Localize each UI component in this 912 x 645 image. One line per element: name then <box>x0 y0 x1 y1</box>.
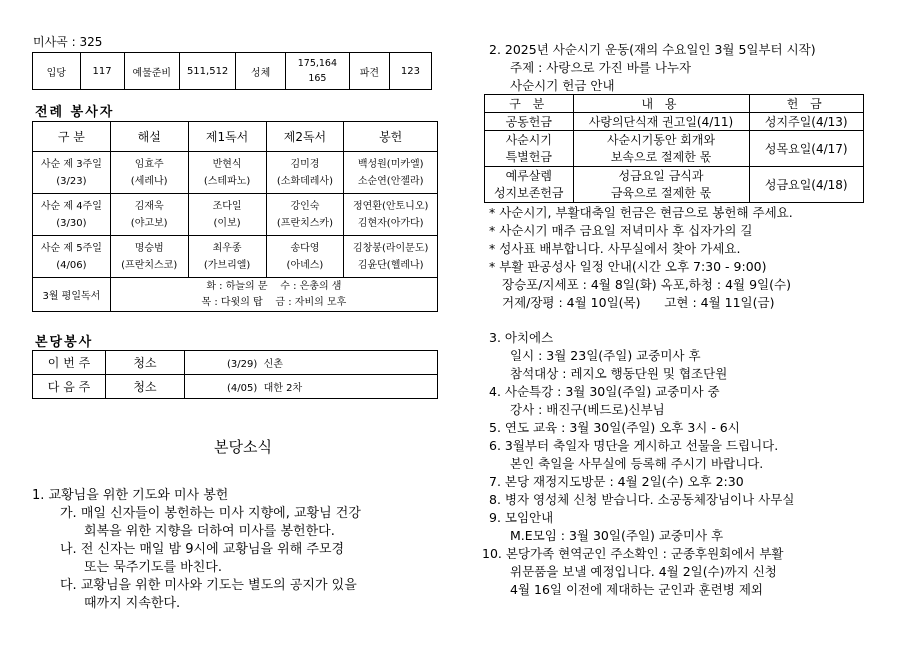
stat-label: 예물준비 <box>124 53 179 90</box>
cleaning-week: 이 번 주 <box>33 351 106 375</box>
cleaning-table <box>32 350 438 399</box>
reader-name: 명승범 <box>134 242 164 254</box>
stat-value: 511,512 <box>179 53 235 90</box>
offering-name: 김현자(아가다) <box>357 217 424 229</box>
offering-date: 성금요일(4/18) <box>749 167 863 203</box>
news-title: 본당소식 <box>214 438 272 456</box>
offering-content: 사순시기동안 회개와 보속으로 절제한 몫 <box>573 131 749 167</box>
column-header: 헌 금 <box>749 95 863 113</box>
news-item: 3. 아치에스 <box>489 330 554 345</box>
offering-name: 백성원(미카엘) <box>357 158 424 170</box>
reader-name: 최우종 <box>212 242 242 254</box>
weekday-reading-line: 화 : 하늘의 문 수 : 은총의 샘 <box>206 280 342 292</box>
stat-label: 입당 <box>33 53 81 90</box>
offering-name: 소순연(안젤라) <box>357 175 424 187</box>
table-row <box>485 113 864 131</box>
offering-name: 김윤단(헬레나) <box>357 259 424 271</box>
news-item: 10. 본당가족 현역군인 주소확인 : 군종후원회에서 부활 <box>482 546 784 561</box>
offering-kind: 공동헌금 <box>485 113 574 131</box>
lent-campaign-theme: 주제 : 사랑으로 가진 바를 나누자 <box>510 60 692 75</box>
week-label: 사순 제 5주일 <box>40 242 102 254</box>
note-item: * 성사표 배부합니다. 사무실에서 찾아 가세요. <box>489 241 741 256</box>
column-header: 제1독서 <box>188 122 266 152</box>
news-item: 회복을 위한 지향을 더하여 미사를 봉헌한다. <box>84 524 335 539</box>
news-item: 나. 전 신자는 매일 밤 9시에 교황님을 위해 주모경 <box>60 542 345 557</box>
reader-baptismal: (야고보) <box>130 217 168 229</box>
table-row <box>33 236 438 278</box>
news-item: 4월 16일 이전에 제대하는 군인과 훈련병 제외 <box>510 582 763 597</box>
table-row <box>33 351 438 375</box>
mass-hymn-label: 미사곡 : 325 <box>33 35 103 49</box>
liturgy-table <box>32 121 438 312</box>
news-item: 위문품을 보낼 예정입니다. 4월 2일(수)까지 신청 <box>510 564 777 579</box>
column-header: 봉헌 <box>344 122 438 152</box>
note-item: * 사순시기 매주 금요일 저녁미사 후 십자가의 길 <box>489 223 753 238</box>
stat-value: 117 <box>80 53 124 90</box>
news-item: 본인 축일을 사무실에 등록해 주시기 바랍니다. <box>510 456 764 471</box>
reader-name: 임효주 <box>134 158 164 170</box>
cleaning-task: 청소 <box>106 351 185 375</box>
offering-date: 성지주일(4/13) <box>749 113 863 131</box>
cleaning-title: 본당봉사 <box>35 335 94 350</box>
reader-baptismal: (소화데레사) <box>276 175 333 187</box>
week-label: 사순 제 4주일 <box>40 200 102 212</box>
stat-label: 성체 <box>236 53 286 90</box>
offering-content: 사랑의단식재 권고일(4/11) <box>573 113 749 131</box>
news-item: 6. 3월부터 축일자 명단을 게시하고 선물을 드립니다. <box>489 438 779 453</box>
news-item: 8. 병자 영성체 신청 받습니다. 소공동체장님이나 사무실 <box>489 492 795 507</box>
offering-kind: 사순시기 특별헌금 <box>485 131 574 167</box>
news-item: 참석대상 : 레지오 행동단원 및 협조단원 <box>510 366 728 381</box>
news-item: M.E모임 : 3월 30일(주일) 교중미사 후 <box>510 528 724 543</box>
liturgy-title: 전례 봉사자 <box>35 105 115 120</box>
offering-kind: 예루살렘 성지보존헌금 <box>485 167 574 203</box>
reader-name: 김재욱 <box>134 200 164 212</box>
offering-name: 정연환(안토니오) <box>352 200 429 212</box>
cleaning-week: 다 음 주 <box>33 375 106 399</box>
column-header: 내 용 <box>573 95 749 113</box>
news-item: 4. 사순특강 : 3월 30일(주일) 교중미사 중 <box>489 384 720 399</box>
news-item: 7. 본당 재정지도방문 : 4월 2일(수) 오후 2:30 <box>489 474 744 489</box>
reader-baptismal: (아녜스) <box>286 259 324 271</box>
note-item: * 부활 판공성사 일정 안내(시간 오후 7:30 - 9:00) <box>489 259 767 274</box>
stat-value: 123 <box>389 53 431 90</box>
news-item: 가. 매일 신자들이 봉헌하는 미사 지향에, 교황님 건강 <box>60 506 361 521</box>
weekday-reading-line: 목 : 다윗의 탑 금 : 자비의 모후 <box>201 296 347 308</box>
lent-offering-table <box>484 94 864 203</box>
lent-campaign-heading: 2. 2025년 사순시기 운동(재의 수요일인 3월 5일부터 시작) <box>489 42 816 57</box>
reader-name: 김미경 <box>290 158 320 170</box>
column-header: 구 분 <box>485 95 574 113</box>
offering-content: 성금요일 금식과 금육으로 절제한 몫 <box>573 167 749 203</box>
table-row <box>33 152 438 194</box>
reader-name: 조다일 <box>212 200 242 212</box>
column-header: 구 분 <box>33 122 111 152</box>
lent-offering-heading: 사순시기 헌금 안내 <box>510 78 615 93</box>
cleaning-detail: (3/29) 신촌 <box>185 351 438 375</box>
note-item: * 사순시기, 부활대축일 헌금은 현금으로 봉헌해 주세요. <box>489 205 793 220</box>
table-row <box>485 131 864 167</box>
column-header: 해설 <box>110 122 188 152</box>
offering-name: 김창봉(라이문도) <box>352 242 429 254</box>
note-item: 장승포/지세포 : 4월 8일(화) 옥포,하청 : 4월 9일(수) <box>502 277 791 292</box>
stat-label: 파견 <box>349 53 389 90</box>
week-date: (3/30) <box>56 217 87 229</box>
week-label: 사순 제 3주일 <box>40 158 102 170</box>
reader-baptismal: (세레나) <box>130 175 168 187</box>
news-item: 5. 연도 교육 : 3월 30일(주일) 오후 3시 - 6시 <box>489 420 740 435</box>
reader-baptismal: (스테파노) <box>203 175 251 187</box>
cleaning-detail: (4/05) 대한 2차 <box>185 375 438 399</box>
reader-baptismal: (이보) <box>213 217 241 229</box>
week-date: (3/23) <box>56 175 87 187</box>
reader-name: 송다영 <box>290 242 320 254</box>
note-item: 거제/장평 : 4월 10일(목) 고현 : 4월 11일(금) <box>502 295 775 310</box>
reader-baptismal: (가브리엘) <box>203 259 251 271</box>
offering-date: 성목요일(4/17) <box>749 131 863 167</box>
news-item: 다. 교황님을 위한 미사와 기도는 별도의 공지가 있을 <box>60 578 357 593</box>
stat-value: 175,164 165 <box>285 53 349 90</box>
reader-name: 강인숙 <box>290 200 320 212</box>
reader-baptismal: (프란치스카) <box>276 217 333 229</box>
week-date: (4/06) <box>56 259 87 271</box>
table-row <box>33 375 438 399</box>
table-row <box>485 167 864 203</box>
weekday-reading-label: 3월 평일독서 <box>33 278 111 312</box>
reader-baptismal: (프란치스코) <box>121 259 178 271</box>
table-row <box>33 194 438 236</box>
news-item: 1. 교황님을 위한 기도와 미사 봉헌 <box>32 488 229 503</box>
news-item: 또는 묵주기도를 바친다. <box>84 560 222 575</box>
news-item: 일시 : 3월 23일(주일) 교중미사 후 <box>510 348 701 363</box>
reader-name: 반현식 <box>212 158 242 170</box>
cleaning-task: 청소 <box>106 375 185 399</box>
news-item: 9. 모임안내 <box>489 510 554 525</box>
mass-stats-table <box>32 52 432 90</box>
news-item: 강사 : 배진구(베드로)신부님 <box>510 402 665 417</box>
column-header: 제2독서 <box>266 122 344 152</box>
news-item: 때까지 지속한다. <box>84 596 181 611</box>
table-row <box>33 278 438 312</box>
